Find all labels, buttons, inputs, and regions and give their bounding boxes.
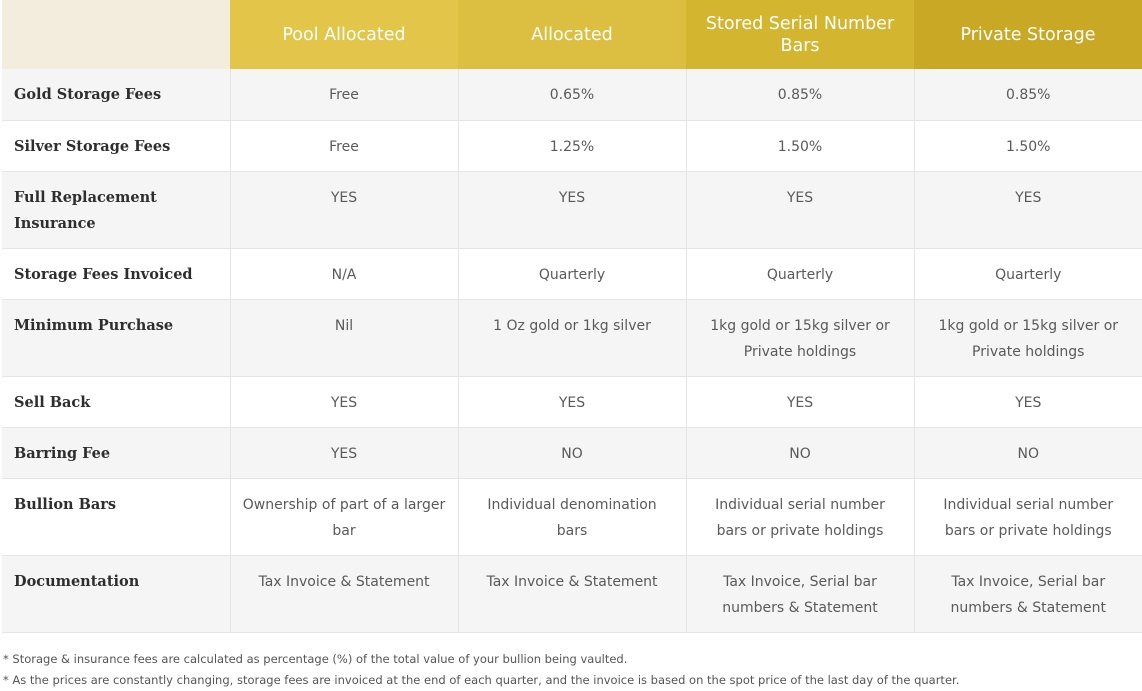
table-row-storage-fees-invoiced: [2, 248, 1142, 299]
table-cell: N/A: [230, 248, 458, 299]
header-corner-cell: [2, 0, 230, 69]
row-label: Full Replacement Insurance: [2, 171, 230, 248]
table-cell: YES: [230, 171, 458, 248]
table-cell: Free: [230, 69, 458, 120]
table-row-barring-fee: [2, 427, 1142, 478]
table-cell: Quarterly: [458, 248, 686, 299]
row-label: Sell Back: [2, 376, 230, 427]
row-label: Gold Storage Fees: [2, 69, 230, 120]
table-cell: YES: [230, 427, 458, 478]
table-cell: Tax Invoice, Serial bar numbers & Statement: [914, 555, 1142, 632]
table-cell: 1.25%: [458, 120, 686, 171]
table-header: [2, 0, 1142, 69]
row-label: Silver Storage Fees: [2, 120, 230, 171]
table-cell: Individual serial number bars or private holdings: [686, 478, 914, 555]
header-row: [2, 0, 1142, 69]
table-cell: NO: [458, 427, 686, 478]
table-row-silver-storage-fees: [2, 120, 1142, 171]
row-label: Storage Fees Invoiced: [2, 248, 230, 299]
table-row-minimum-purchase: [2, 299, 1142, 376]
table-cell: NO: [914, 427, 1142, 478]
row-label: Minimum Purchase: [2, 299, 230, 376]
table-cell: Quarterly: [914, 248, 1142, 299]
storage-comparison-table: [2, 0, 1142, 633]
table-cell: Individual serial number bars or private holdings: [914, 478, 1142, 555]
table-cell: YES: [686, 171, 914, 248]
table-cell: YES: [458, 171, 686, 248]
row-label: Documentation: [2, 555, 230, 632]
row-label: Bullion Bars: [2, 478, 230, 555]
table-cell: YES: [686, 376, 914, 427]
table-cell: NO: [686, 427, 914, 478]
footnote-storage-insurance: * Storage & insurance fees are calculated as percentage (%) of the total value of your bullion being vaulted.: [3, 652, 628, 666]
table-row-bullion-bars: [2, 478, 1142, 555]
table-cell: 1.50%: [914, 120, 1142, 171]
table-cell: Quarterly: [686, 248, 914, 299]
column-header-stored-serial-number-bars: Stored Serial Number Bars: [686, 0, 914, 69]
column-header-allocated: Allocated: [458, 0, 686, 69]
table-cell: Tax Invoice & Statement: [230, 555, 458, 632]
table-row-full-replacement-insurance: [2, 171, 1142, 248]
table-cell: 1 Oz gold or 1kg silver: [458, 299, 686, 376]
column-header-private-storage: Private Storage: [914, 0, 1142, 69]
table-row-sell-back: [2, 376, 1142, 427]
table-cell: YES: [914, 376, 1142, 427]
footnotes: [3, 649, 1139, 691]
table-cell: 0.85%: [686, 69, 914, 120]
table-cell: YES: [458, 376, 686, 427]
table-cell: YES: [230, 376, 458, 427]
table-cell: Ownership of part of a larger bar: [230, 478, 458, 555]
table-cell: 0.65%: [458, 69, 686, 120]
table-cell: Nil: [230, 299, 458, 376]
table-cell: 1kg gold or 15kg silver or Private holdings: [914, 299, 1142, 376]
table-row-documentation: [2, 555, 1142, 632]
table-cell: Tax Invoice & Statement: [458, 555, 686, 632]
table-cell: Individual denomination bars: [458, 478, 686, 555]
table-cell: Free: [230, 120, 458, 171]
column-header-pool-allocated: Pool Allocated: [230, 0, 458, 69]
row-label: Barring Fee: [2, 427, 230, 478]
table-cell: 1.50%: [686, 120, 914, 171]
table-cell: 0.85%: [914, 69, 1142, 120]
table-cell: 1kg gold or 15kg silver or Private holdings: [686, 299, 914, 376]
table-cell: Tax Invoice, Serial bar numbers & Statement: [686, 555, 914, 632]
footnote-invoicing: * As the prices are constantly changing, storage fees are invoiced at the end of each quarter, and the invoice is based on the spot price of the last day of the quarter.: [3, 673, 960, 687]
table-row-gold-storage-fees: [2, 69, 1142, 120]
table-cell: YES: [914, 171, 1142, 248]
table-body: [2, 69, 1142, 632]
